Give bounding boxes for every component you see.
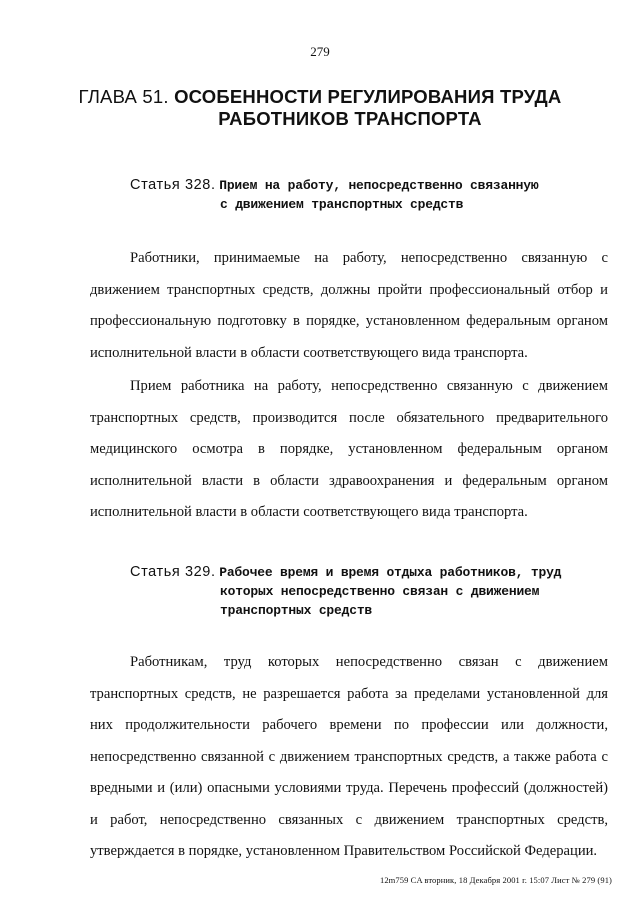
article-328-paragraph-1: Работники, принимаемые на работу, непосредственно связанную с движением транспортных средств, должны пройти профессиональный отбор и профессиональную подготовку в порядке, установленном федеральным органом исполнительной власти в области соответствующего вида транспорта. [90,250,608,361]
article-328-title-line-1: Прием на работу, непосредственно связанную [219,178,539,193]
article-328-label: Статья 328. [130,177,216,193]
article-329-heading [130,563,610,620]
chapter-heading-line-1 [0,86,640,108]
chapter-title-part-2: РАБОТНИКОВ ТРАНСПОРТА [218,108,482,129]
article-328-heading [130,176,610,214]
article-328-title-line-2: с движением транспортных средств [220,197,464,212]
chapter-number: ГЛАВА 51. [78,86,169,107]
chapter-heading [0,86,640,130]
article-329-title-line-1: Рабочее время и время отдыха работников, труд [219,565,562,580]
article-329-title-line-3: транспортных средств [220,603,373,618]
page-number: 279 [310,44,330,59]
print-footer: 12m759 CA вторник, 18 Декабря 2001 г. 15:07 Лист № 279 (91) [379,875,612,885]
article-329-label: Статья 329. [130,564,216,580]
article-329-paragraph-1: Работникам, труд которых непосредственно связан с движением транспортных средств, не разрешается работа за пределами установленной для них продолжительности рабочего времени по профессии или должности, непосредственно связанной с движением транспортных средств, а также работа с вредными и (или) опасными условиями труда. Перечень профессий (должностей) и работ, непосредственно связанных с движением транспортных средств, утверждается в порядке, установленном Правительством Российской Федерации. [90,654,608,859]
chapter-title-part-1: ОСОБЕННОСТИ РЕГУЛИРОВАНИЯ ТРУДА [174,86,562,107]
article-328-paragraph-2: Прием работника на работу, непосредственно связанную с движением транспортных средств, производится после обязательного предварительного медицинского осмотра в порядке, установленном федеральным органом исполнительной власти в области здравоохранения и федеральным органом исполнительной власти в области соответствующего вида транспорта. [90,378,608,520]
article-329-title-line-2: которых непосредственно связан с движением [220,584,540,599]
